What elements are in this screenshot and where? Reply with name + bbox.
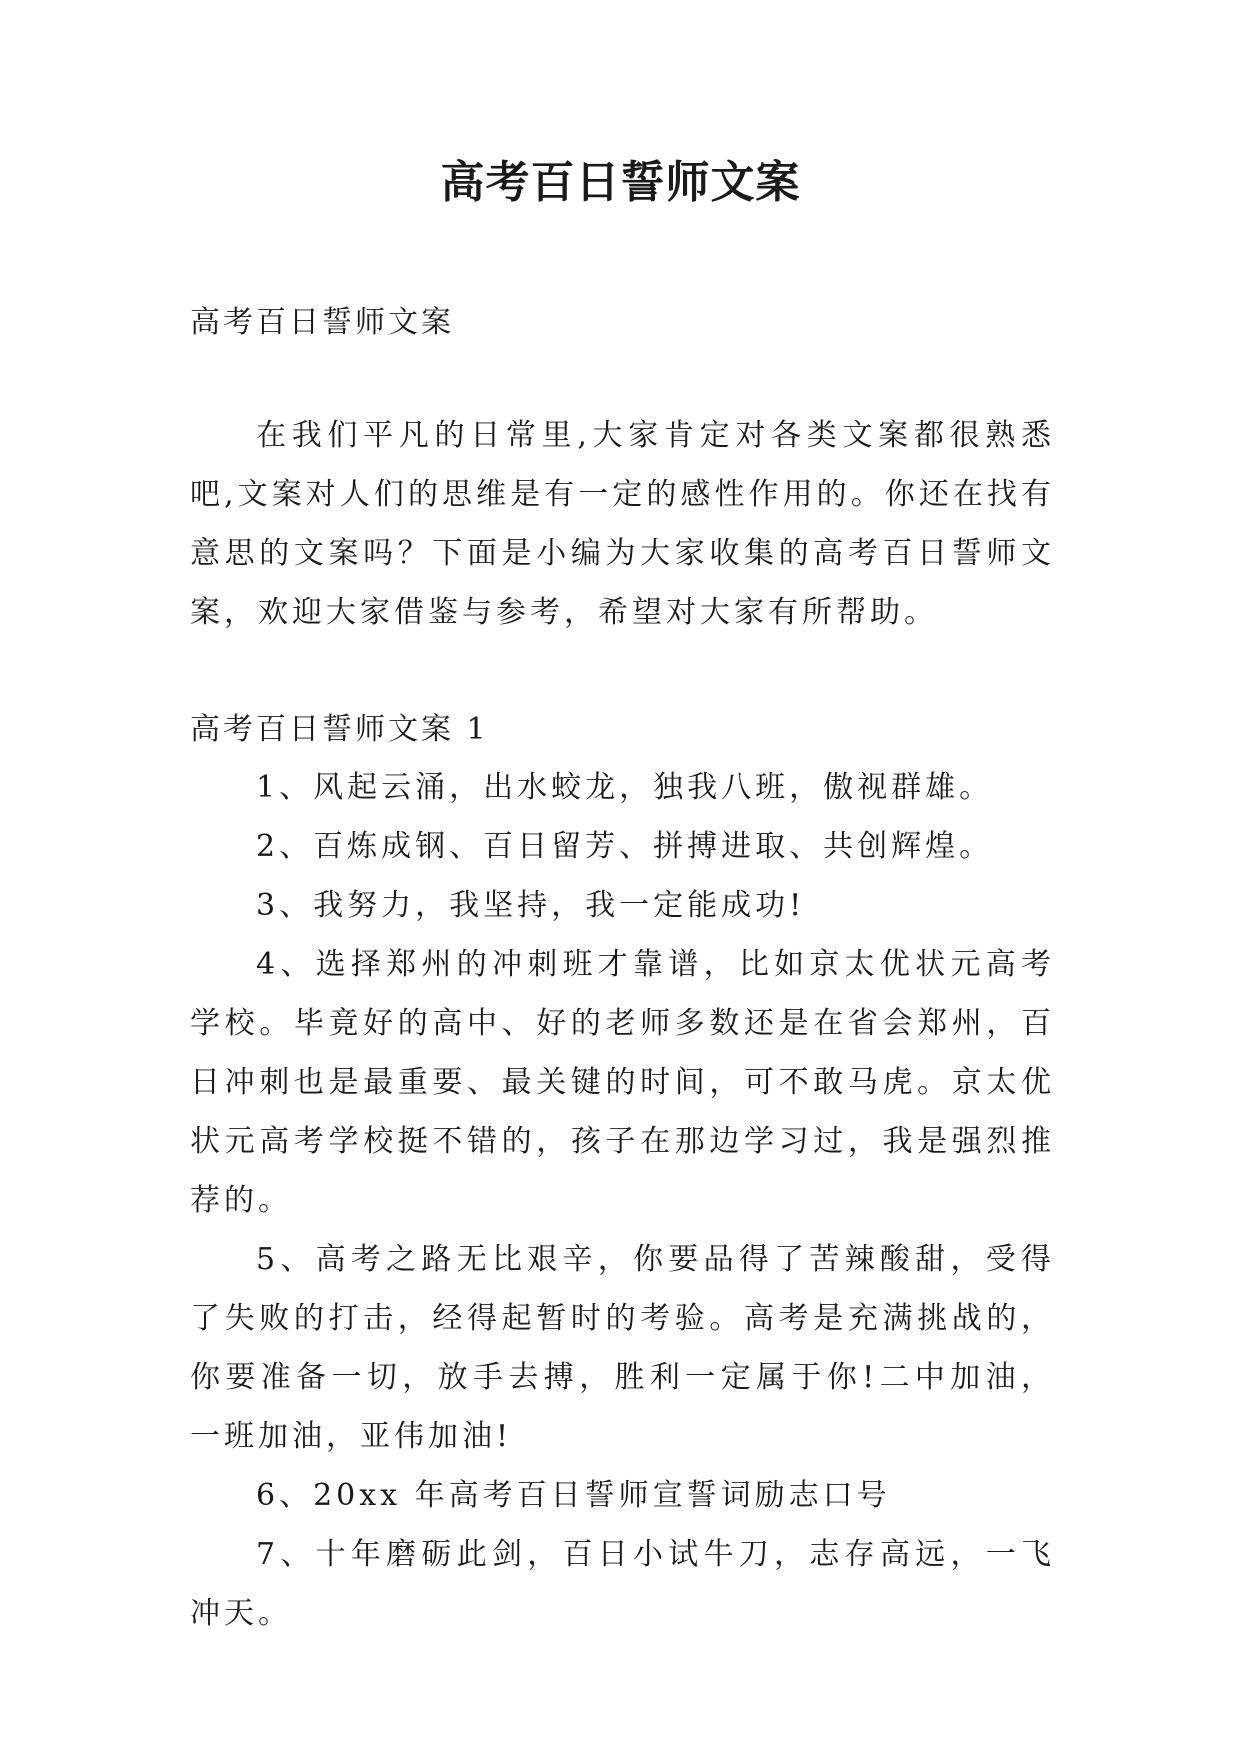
slogan-item-2: 2、百炼成钢、百日留芳、拼搏进取、共创辉煌。 — [256, 829, 994, 864]
slogan-item-3: 3、我努力，我坚持，我一定能成功! — [256, 888, 806, 923]
section-heading: 高考百日誓师文案 1 — [190, 712, 489, 747]
slogan-item-7: 7、十年磨砺此剑，百日小试牛刀，志存高远，一飞冲天。 — [190, 1537, 1055, 1631]
slogan-item-4: 4、选择郑州的冲刺班才靠谱，比如京太优状元高考学校。毕竟好的高中、好的老师多数还是在省会郑州，百日冲刺也是最重要、最关键的时间，可不敢马虎。京太优状元高考学校挺不错的，孩子在那边学习过，我是强烈推荐的。 — [190, 947, 1055, 1218]
intro-paragraph: 在我们平凡的日常里,大家肯定对各类文案都很熟悉吧,文案对人们的思维是有一定的感性作用的。你还在找有意思的文案吗？下面是小编为大家收集的高考百日誓师文案，欢迎大家借鉴与参考，希望对大家有所帮助。 — [190, 418, 1055, 630]
slogan-list — [190, 758, 1055, 1643]
document-subtitle: 高考百日誓师文案 — [190, 305, 454, 340]
document-title: 高考百日誓师文案 — [440, 157, 801, 208]
slogan-item-1: 1、风起云涌，出水蛟龙，独我八班，傲视群雄。 — [256, 770, 994, 805]
slogan-item-6: 6、20xx 年高考百日誓师宣誓词励志口号 — [256, 1478, 891, 1513]
slogan-item-5: 5、高考之路无比艰辛，你要品得了苦辣酸甜，受得了失败的打击，经得起暂时的考验。高考是充满挑战的，你要准备一切，放手去搏，胜利一定属于你!二中加油，一班加油，亚伟加油! — [190, 1242, 1055, 1454]
